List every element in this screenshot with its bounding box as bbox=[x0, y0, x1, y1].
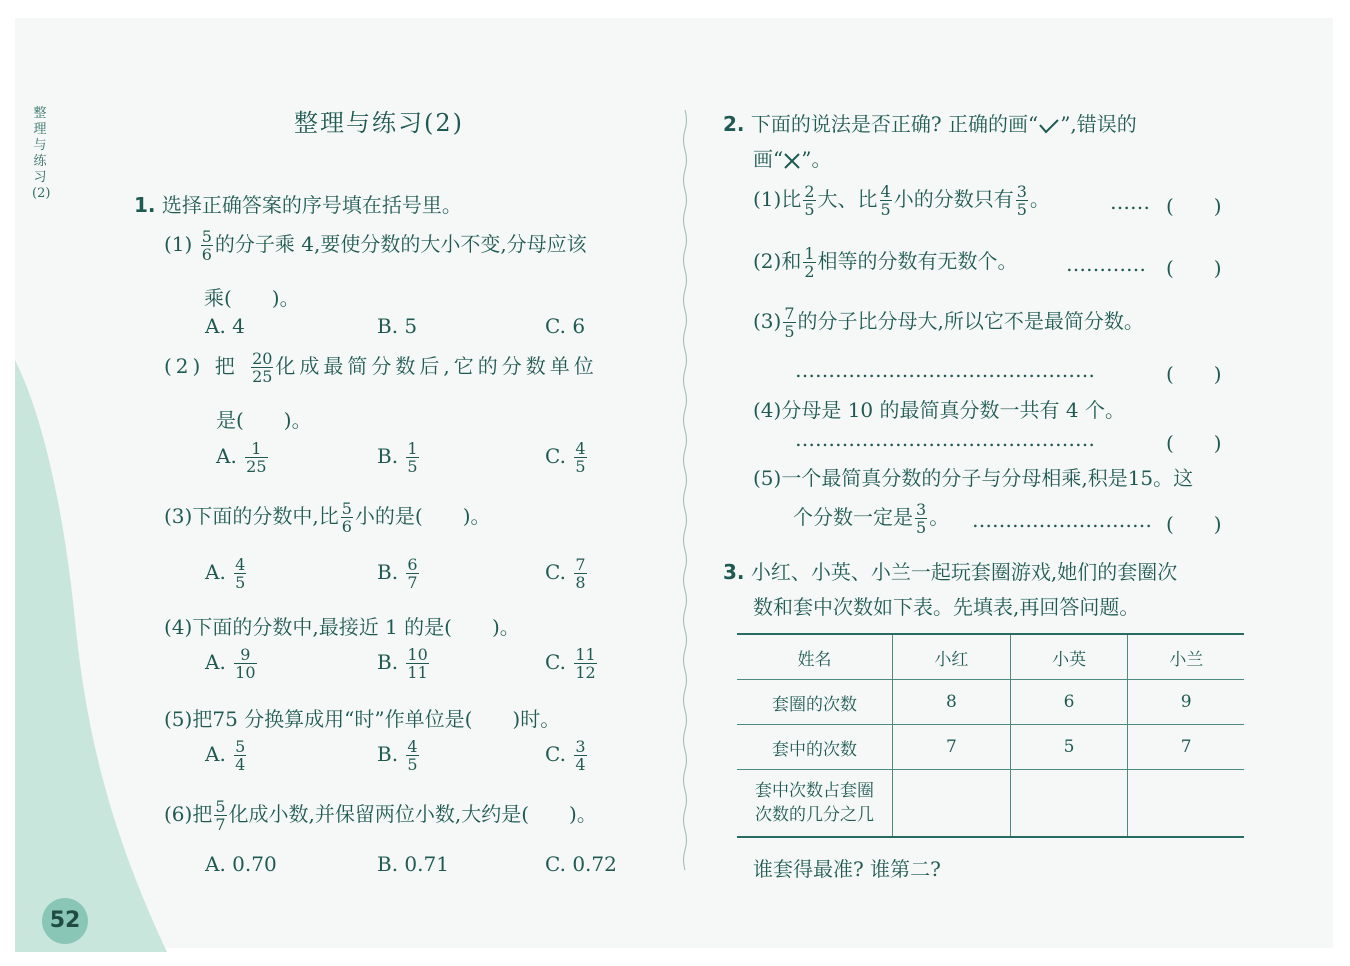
q1-3-option-a[interactable]: A. $\frac{4}{5}$ bbox=[205, 555, 246, 592]
item-label: (1) bbox=[164, 232, 193, 256]
item-label: (6) bbox=[164, 802, 193, 826]
q2-5-dots: ……………………… bbox=[972, 508, 1152, 532]
q2-number: 2. bbox=[723, 112, 745, 136]
item-text: 化成小数,并保留两位小数,大约是( )。 bbox=[228, 802, 597, 826]
q1-2-option-b[interactable]: B. $\frac{1}{5}$ bbox=[377, 439, 418, 476]
answer-cell[interactable] bbox=[1128, 770, 1244, 838]
fraction: $\frac{5}{6}$ bbox=[341, 499, 352, 536]
item-text: 下面的分数中,最接近 1 的是( )。 bbox=[192, 615, 520, 639]
table-cell: 8 bbox=[893, 680, 1011, 725]
fraction: $\frac{5}{6}$ bbox=[201, 227, 212, 264]
q2-3-answer-blank[interactable]: ( ) bbox=[1166, 362, 1222, 386]
q3-question: 谁套得最准? 谁第二? bbox=[753, 857, 941, 881]
table-cell: 9 bbox=[1128, 680, 1244, 725]
table-row bbox=[737, 770, 1244, 838]
q2-4-answer-blank[interactable]: ( ) bbox=[1166, 431, 1222, 455]
item-text: 小的是( )。 bbox=[354, 504, 491, 528]
table-row bbox=[737, 725, 1244, 770]
table-cell: 7 bbox=[1128, 725, 1244, 770]
q1-4-option-a[interactable]: A. $\frac{9}{10}$ bbox=[205, 645, 256, 682]
q1-6-option-b[interactable]: B. 0.71 bbox=[377, 852, 449, 876]
q1-5-option-c[interactable]: C. $\frac{3}{4}$ bbox=[545, 737, 586, 774]
q1-2-option-c[interactable]: C. $\frac{4}{5}$ bbox=[545, 439, 586, 476]
fraction: $\frac{5}{7}$ bbox=[215, 797, 226, 834]
q1-item-2: (2) 把 $\frac{20}{25}$ 化成最简分数后,它的分数单位 bbox=[164, 349, 598, 386]
q2-3-dots: ……………………………………… bbox=[795, 358, 1095, 382]
check-icon bbox=[1038, 118, 1060, 134]
q2-heading-cont: 画“ ”。 bbox=[753, 147, 832, 171]
q1-item-1-cont: 乘( )。 bbox=[204, 286, 300, 310]
item-label: (3) bbox=[164, 504, 193, 528]
table-cell: 7 bbox=[893, 725, 1011, 770]
answer-cell[interactable] bbox=[1010, 770, 1128, 838]
q1-4-option-c[interactable]: C. $\frac{11}{12}$ bbox=[545, 645, 596, 682]
table-cell: 套圈的次数 bbox=[737, 680, 893, 725]
q1-3-option-c[interactable]: C. $\frac{7}{8}$ bbox=[545, 555, 586, 592]
page-title: 整理与练习(2) bbox=[294, 109, 464, 137]
q2-item-5-cont: 个分数一定是 $\frac{3}{5}$ 。 bbox=[793, 500, 950, 537]
item-label: (5) bbox=[164, 707, 193, 731]
table-cell: 5 bbox=[1010, 725, 1128, 770]
q2-heading: 2. 下面的说法是否正确? 正确的画“ ”,错误的 bbox=[723, 112, 1137, 136]
ring-toss-table bbox=[737, 633, 1244, 838]
q2-4-dots: ……………………………………… bbox=[795, 427, 1095, 451]
q2-2-dots: ………… bbox=[1066, 252, 1146, 276]
q2-item-5: (5)一个最简真分数的分子与分母相乘,积是15。这 bbox=[753, 466, 1194, 490]
table-cell: 小兰 bbox=[1128, 634, 1244, 680]
q1-heading bbox=[134, 189, 462, 218]
q1-text: 选择正确答案的序号填在括号里。 bbox=[161, 193, 462, 217]
q2-1-dots: …… bbox=[1110, 190, 1150, 214]
q2-item-1: (1)比 $\frac{2}{5}$ 大、比 $\frac{4}{5}$ 小的分数只有 $\frac{3}{5}$ 。 bbox=[753, 182, 1050, 219]
table-cell: 小英 bbox=[1010, 634, 1128, 680]
q1-1-option-a[interactable]: A. 4 bbox=[205, 314, 245, 338]
q1-item-4 bbox=[164, 611, 520, 640]
q1-5-option-b[interactable]: B. $\frac{4}{5}$ bbox=[377, 737, 418, 774]
page-edge-decoration bbox=[15, 360, 175, 952]
q1-5-option-a[interactable]: A. $\frac{5}{4}$ bbox=[205, 737, 246, 774]
item-label: (4) bbox=[164, 615, 193, 639]
q1-number: 1. bbox=[134, 193, 156, 217]
q1-item-5 bbox=[164, 703, 560, 732]
item-text: 化成最简分数后,它的分数单位 bbox=[275, 354, 598, 378]
item-text: 把75 分换算成用“时”作单位是( )时。 bbox=[192, 707, 561, 731]
q2-2-answer-blank[interactable]: ( ) bbox=[1166, 256, 1222, 280]
q1-6-option-a[interactable]: A. 0.70 bbox=[205, 852, 277, 876]
center-divider bbox=[681, 110, 689, 880]
table-cell: 套中次数占套圈 次数的几分之几 bbox=[737, 770, 893, 838]
table-cell: 套中的次数 bbox=[737, 725, 893, 770]
q3-heading: 3. 小红、小英、小兰一起玩套圈游戏,她们的套圈次 bbox=[723, 560, 1178, 584]
cross-icon bbox=[783, 152, 801, 170]
table-row bbox=[737, 680, 1244, 725]
q2-5-answer-blank[interactable]: ( ) bbox=[1166, 512, 1222, 536]
q1-item-6: (6)把 $\frac{5}{7}$ 化成小数,并保留两位小数,大约是( )。 bbox=[164, 797, 597, 834]
q1-1-option-c[interactable]: C. 6 bbox=[545, 314, 586, 338]
q1-item-3: (3)下面的分数中,比 $\frac{5}{6}$ 小的是( )。 bbox=[164, 499, 491, 536]
answer-cell[interactable] bbox=[893, 770, 1011, 838]
q2-item-3: (3) $\frac{7}{5}$ 的分子比分母大,所以它不是最简分数。 bbox=[753, 304, 1144, 341]
q1-6-option-c[interactable]: C. 0.72 bbox=[545, 852, 617, 876]
item-text: 的分子乘 4,要使分数的大小不变,分母应该 bbox=[214, 232, 587, 256]
table-cell: 小红 bbox=[893, 634, 1011, 680]
q1-4-option-b[interactable]: B. $\frac{10}{11}$ bbox=[377, 645, 428, 682]
table-cell: 姓名 bbox=[737, 634, 893, 680]
q2-item-2: (2)和 $\frac{1}{2}$ 相等的分数有无数个。 bbox=[753, 244, 1018, 281]
q1-item-2-cont: 是( )。 bbox=[216, 408, 312, 432]
q3-number: 3. bbox=[723, 560, 745, 584]
q3-heading-cont: 数和套中次数如下表。先填表,再回答问题。 bbox=[753, 595, 1140, 619]
fraction: $\frac{20}{25}$ bbox=[252, 349, 273, 386]
item-label: (2) bbox=[164, 354, 205, 378]
q2-1-answer-blank[interactable]: ( ) bbox=[1166, 194, 1222, 218]
q2-item-4: (4)分母是 10 的最简真分数一共有 4 个。 bbox=[753, 398, 1125, 422]
q1-item-1 bbox=[164, 228, 587, 263]
q1-3-option-b[interactable]: B. $\frac{6}{7}$ bbox=[377, 555, 418, 592]
table-header-row bbox=[737, 634, 1244, 680]
q1-1-option-b[interactable]: B. 5 bbox=[377, 314, 418, 338]
table-cell: 6 bbox=[1010, 680, 1128, 725]
side-title: 整理与练习(2) bbox=[32, 106, 51, 201]
page-number: 52 bbox=[42, 898, 88, 944]
q1-2-option-a[interactable]: A. $\frac{1}{25}$ bbox=[216, 439, 267, 476]
